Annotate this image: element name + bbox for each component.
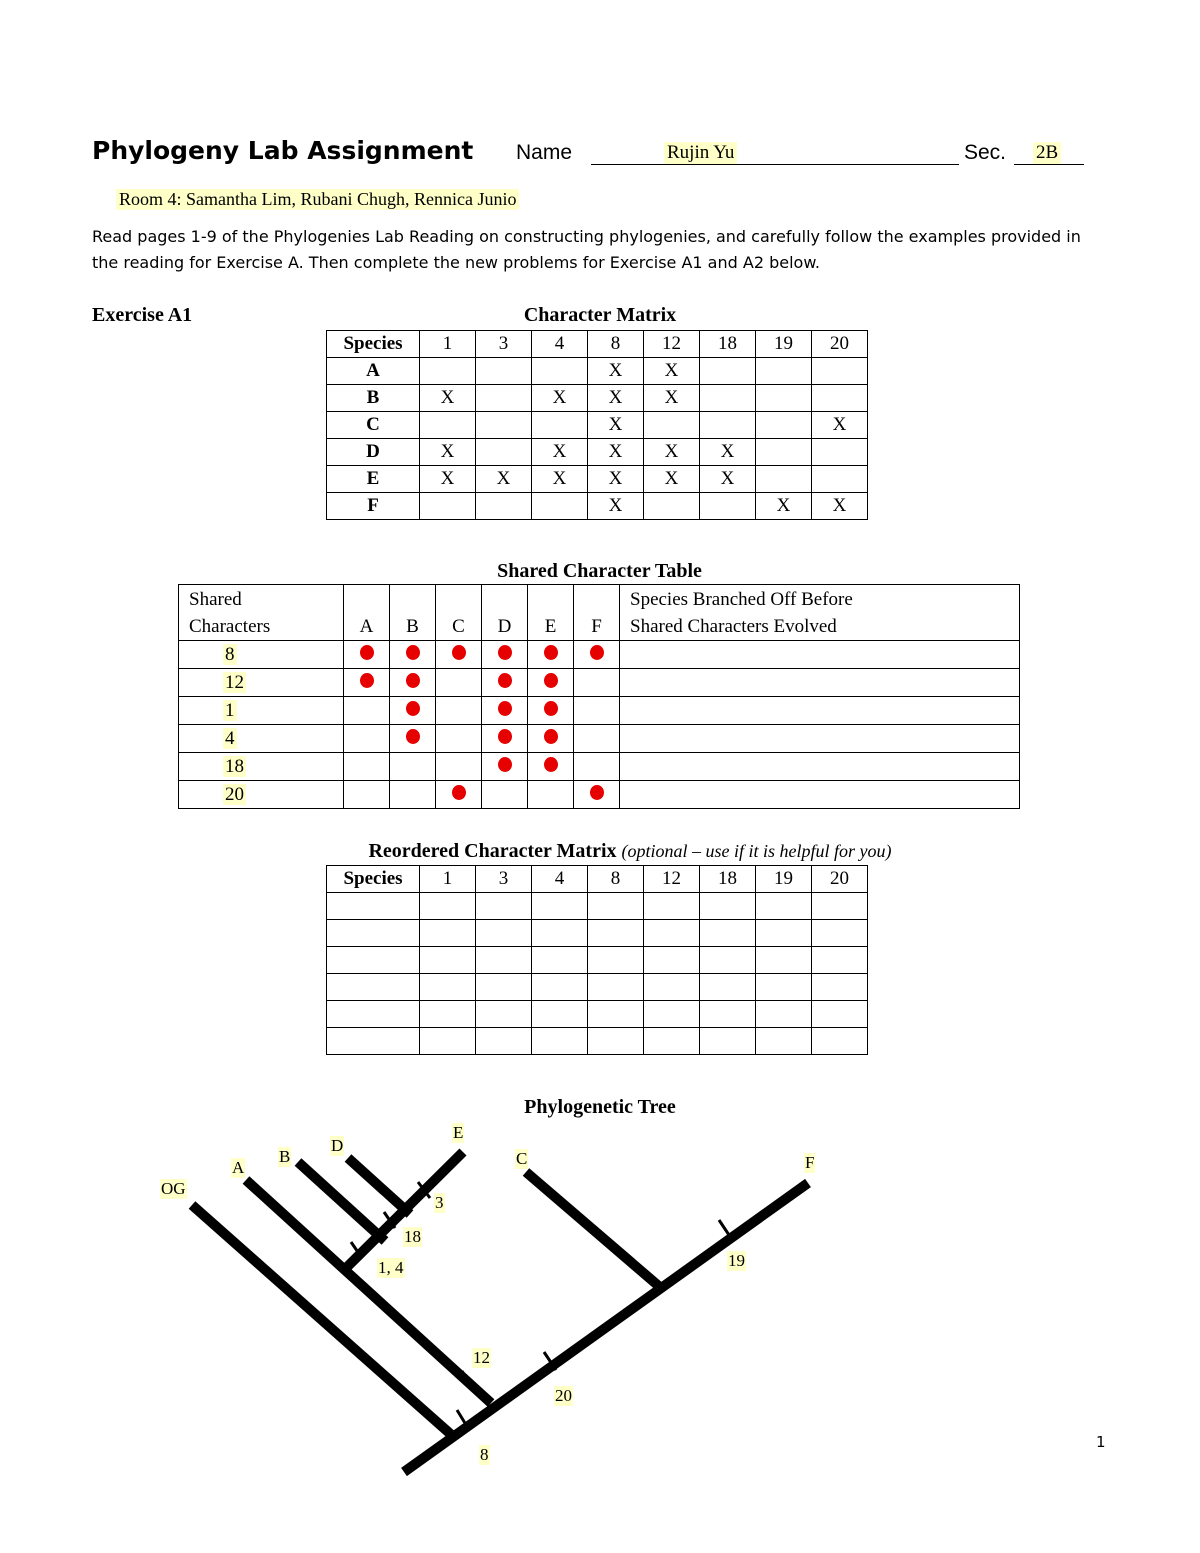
character-matrix-title: Character Matrix: [523, 304, 677, 326]
shared-header-branched-line1: Species Branched Off Before: [630, 589, 853, 610]
tick-19: [719, 1220, 731, 1238]
matrix-species-cell: F: [327, 493, 420, 520]
reordered-header-cell: 19: [756, 866, 812, 893]
mark-19-label: 19: [728, 1251, 745, 1270]
matrix-header-cell: 12: [644, 331, 700, 358]
taxon-e-label: E: [453, 1123, 464, 1142]
matrix-cell: X: [420, 385, 476, 412]
name-value: Rujin Yu: [664, 142, 737, 164]
taxon-d-label: D: [331, 1136, 344, 1155]
exercise-title: Exercise A1: [92, 304, 193, 326]
matrix-header-cell: 18: [700, 331, 756, 358]
matrix-cell: X: [812, 412, 868, 439]
mark-20-label: 20: [555, 1386, 572, 1405]
reordered-matrix-title: Reordered Character Matrix: [368, 840, 617, 862]
matrix-header-cell: 19: [756, 331, 812, 358]
matrix-cell: X: [532, 466, 588, 493]
tree-branch-c: [526, 1172, 661, 1288]
matrix-species-cell: B: [327, 385, 420, 412]
shared-char-value: 20: [225, 783, 244, 805]
mark-8-label: 8: [480, 1445, 489, 1464]
matrix-species-cell: E: [327, 466, 420, 493]
matrix-species-cell: A: [327, 358, 420, 385]
tree-branch-d: [348, 1158, 410, 1214]
matrix-header-cell: 3: [476, 331, 532, 358]
shared-header-species: E: [528, 585, 574, 641]
matrix-cell: X: [588, 439, 644, 466]
section-label: Sec.: [964, 141, 1007, 164]
matrix-header-cell: 1: [420, 331, 476, 358]
shared-header-species: D: [482, 585, 528, 641]
matrix-header-cell: 4: [532, 331, 588, 358]
page-number: 1: [1096, 1433, 1106, 1451]
name-label: Name: [516, 141, 573, 164]
shared-char-value: 1: [225, 699, 235, 721]
mark-1-4-label: 1, 4: [378, 1258, 404, 1277]
room-line: Room 4: Samantha Lim, Rubani Chugh, Rennica Junio: [116, 189, 519, 210]
shared-header-species: A: [344, 585, 390, 641]
shared-table-title: Shared Character Table: [497, 560, 702, 582]
matrix-cell: X: [644, 358, 700, 385]
shared-header-line2: Characters: [189, 616, 271, 637]
matrix-species-cell: C: [327, 412, 420, 439]
tree-main-trunk: [404, 1183, 808, 1472]
matrix-cell: X: [588, 385, 644, 412]
matrix-cell: X: [420, 439, 476, 466]
taxon-og-label: OG: [161, 1179, 186, 1198]
matrix-cell: X: [644, 385, 700, 412]
matrix-cell: X: [588, 412, 644, 439]
reordered-header-cell: 20: [812, 866, 868, 893]
matrix-cell: X: [420, 466, 476, 493]
shared-header-branched-line2: Shared Characters Evolved: [630, 616, 837, 637]
matrix-cell: X: [588, 466, 644, 493]
reordered-header-species: Species: [327, 866, 420, 893]
matrix-cell: X: [756, 493, 812, 520]
instructions: Read pages 1-9 of the Phylogenies Lab Reading on constructing phylogenies, and carefully follow the examples provided in the reading for Exercise A. Then complete the new problems for Exercise A1 and A2 below.: [92, 227, 1081, 272]
matrix-cell: X: [644, 466, 700, 493]
matrix-header-species: Species: [327, 331, 420, 358]
mark-3-label: 3: [435, 1193, 444, 1212]
shared-header-species: F: [574, 585, 620, 641]
matrix-cell: X: [812, 493, 868, 520]
reordered-header-cell: 18: [700, 866, 756, 893]
shared-header-species: C: [436, 585, 482, 641]
reordered-matrix-subtitle: (optional – use if it is helpful for you): [621, 841, 892, 861]
shared-char-value: 12: [225, 671, 244, 693]
taxon-c-label: C: [516, 1149, 528, 1168]
matrix-cell: X: [700, 466, 756, 493]
matrix-cell: X: [588, 493, 644, 520]
page-title: Phylogeny Lab Assignment: [92, 136, 474, 165]
mark-12-label: 12: [473, 1348, 490, 1367]
reordered-header-cell: 4: [532, 866, 588, 893]
shared-char-value: 8: [225, 643, 235, 665]
section-value: 2B: [1033, 142, 1061, 164]
tree-title: Phylogenetic Tree: [524, 1096, 676, 1118]
taxon-b-label: B: [279, 1147, 291, 1166]
matrix-header-cell: 8: [588, 331, 644, 358]
matrix-cell: X: [700, 439, 756, 466]
matrix-cell: X: [644, 439, 700, 466]
mark-18-label: 18: [404, 1227, 421, 1246]
matrix-cell: X: [532, 385, 588, 412]
taxon-f-label: F: [805, 1153, 815, 1172]
matrix-cell: X: [532, 439, 588, 466]
matrix-species-cell: D: [327, 439, 420, 466]
shared-header-line1: Shared: [189, 589, 242, 610]
reordered-header-cell: 3: [476, 866, 532, 893]
matrix-header-cell: 20: [812, 331, 868, 358]
shared-char-value: 18: [225, 755, 244, 777]
reordered-header-cell: 12: [644, 866, 700, 893]
matrix-cell: X: [476, 466, 532, 493]
reordered-header-cell: 8: [588, 866, 644, 893]
shared-char-value: 4: [225, 727, 235, 749]
shared-header-species: B: [390, 585, 436, 641]
matrix-cell: X: [588, 358, 644, 385]
reordered-header-cell: 1: [420, 866, 476, 893]
taxon-a-label: A: [232, 1158, 245, 1177]
